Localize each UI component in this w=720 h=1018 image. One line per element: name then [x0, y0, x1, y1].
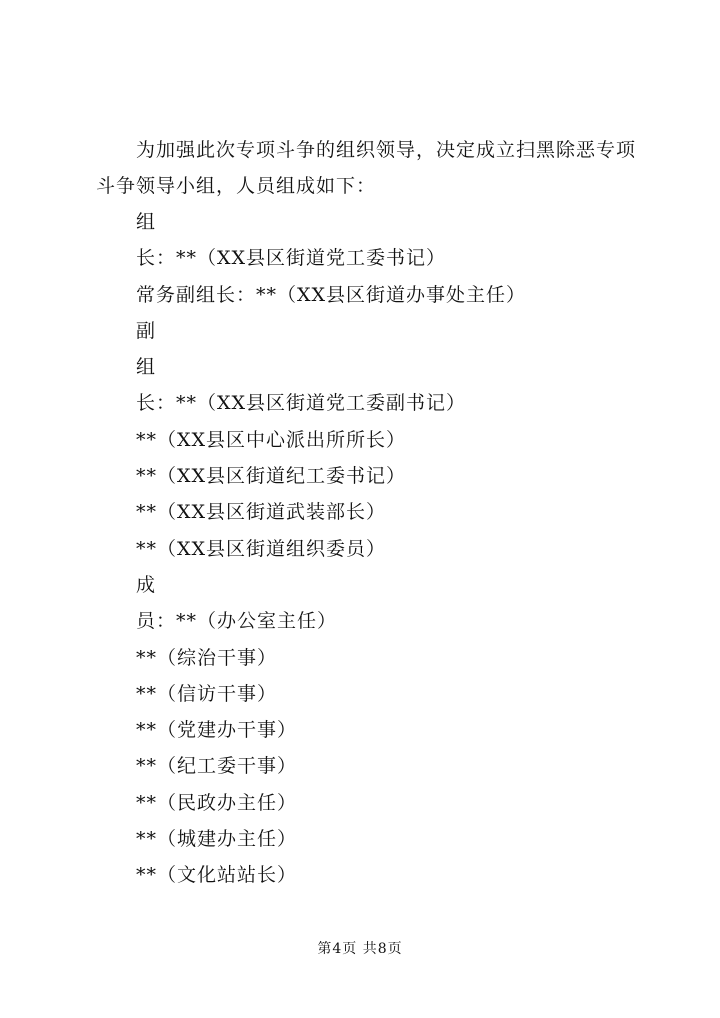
list-item: 常务副组长：**（XX县区街道办事处主任） [136, 283, 527, 306]
intro-paragraph: 为加强此次专项斗争的组织领导，决定成立扫黑除恶专项斗争领导小组，人员组成如下： [96, 139, 637, 197]
list-item: 组 [136, 356, 157, 379]
list-item: **（纪工委干事） [136, 755, 298, 778]
list-item: 成 [136, 573, 157, 596]
list-item: **（综治干事） [136, 646, 278, 669]
member-list [136, 204, 526, 894]
list-item: **（XX县区街道纪工委书记） [136, 465, 407, 488]
list-item: 长：**（XX县区街道党工委书记） [136, 247, 447, 270]
list-item: **（党建办干事） [136, 719, 298, 742]
list-item: **（文化站站长） [136, 864, 298, 887]
list-item: **（城建办主任） [136, 828, 298, 851]
list-item: **（XX县区街道武装部长） [136, 501, 387, 524]
page-number-footer: 第4页 共8页 [317, 941, 403, 957]
list-item: **（民政办主任） [136, 791, 298, 814]
list-item: 组 [136, 211, 157, 233]
list-item: 副 [136, 319, 157, 342]
list-item: **（XX县区街道组织委员） [136, 537, 387, 560]
list-item: **（XX县区中心派出所所长） [136, 428, 407, 451]
list-item: 员：**（办公室主任） [136, 610, 338, 633]
list-item: 长：**（XX县区街道党工委副书记） [136, 392, 467, 415]
list-item: **（信访干事） [136, 682, 278, 705]
